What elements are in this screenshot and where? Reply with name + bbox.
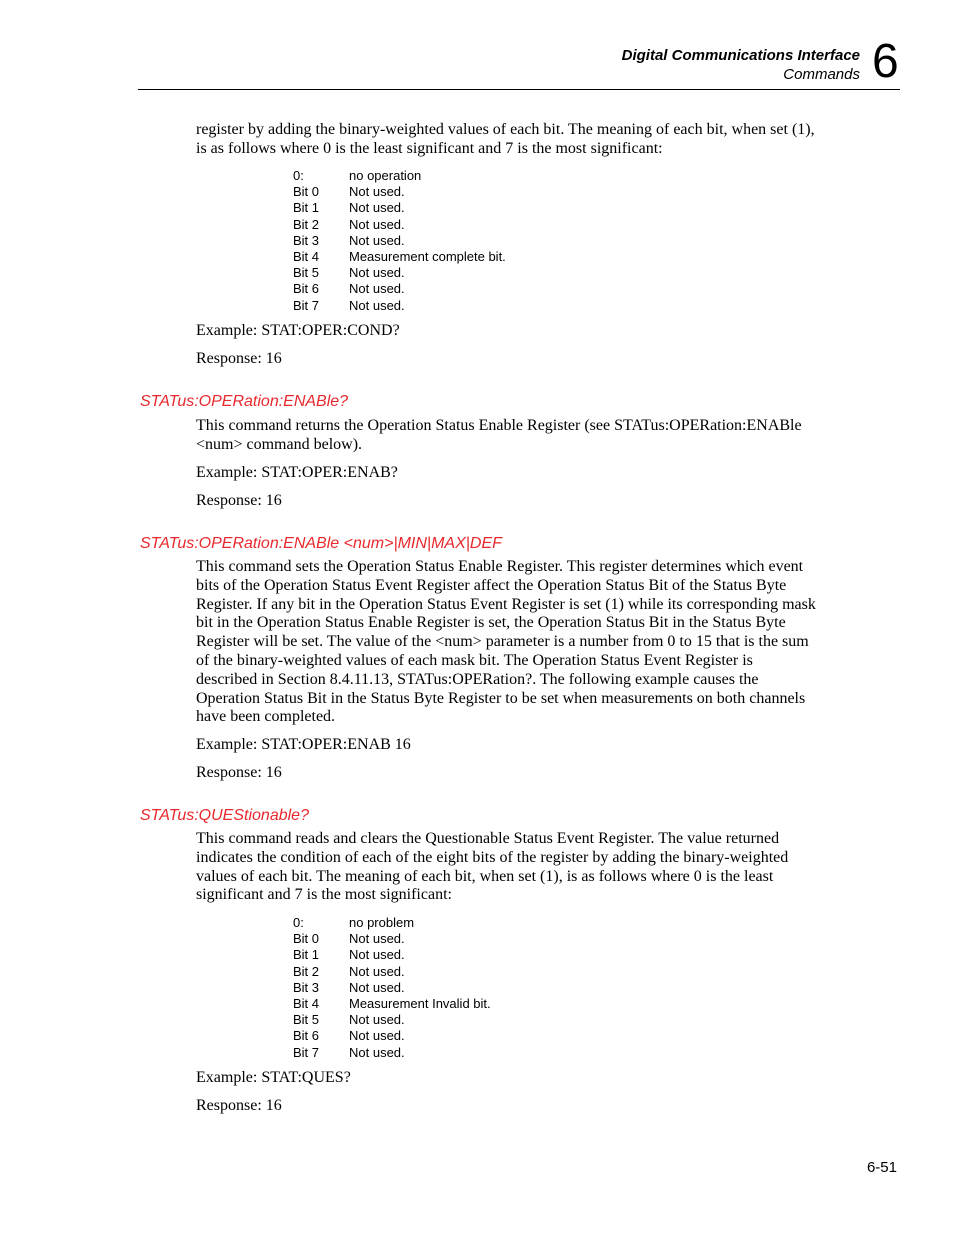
bit-key: Bit 5 — [293, 265, 320, 281]
bit-row — [293, 281, 506, 297]
bit-key: Bit 0 — [293, 931, 320, 947]
bit-desc: Not used. — [349, 184, 405, 200]
bit-key: Bit 1 — [293, 947, 320, 963]
bit-row — [293, 996, 491, 1012]
section-heading: STATus:OPERation:ENABle? — [140, 393, 349, 410]
section-paragraph: This command returns the Operation Status Enable Register (see STATus:OPERation:ENABle <num> command below). — [196, 417, 802, 453]
bit-row — [293, 265, 506, 281]
intro-paragraph: register by adding the binary-weighted values of each bit. The meaning of each bit, when set (1), is as follows where 0 is the least significant and 7 is the most significant: — [196, 121, 815, 157]
bit-desc: Not used. — [349, 963, 405, 979]
page-number: 6-51 — [866, 1159, 897, 1176]
bit-key: Bit 2 — [293, 963, 320, 979]
bit-desc: no operation — [349, 168, 422, 183]
bit-row — [293, 168, 506, 184]
bit-key: Bit 6 — [293, 1028, 320, 1044]
bit-row — [293, 217, 506, 233]
bit-key: Bit 7 — [293, 297, 320, 313]
bit-row — [293, 200, 506, 216]
bit-desc: Not used. — [349, 947, 405, 963]
bit-key: Bit 2 — [293, 216, 320, 232]
bit-key: Bit 4 — [293, 995, 320, 1011]
bit-list-questionable — [293, 915, 491, 1061]
bit-desc: Not used. — [349, 931, 405, 947]
response-line: Response: 16 — [196, 492, 282, 509]
section-paragraph: This command reads and clears the Questionable Status Event Register. The value returned indicates the condition of each of the eight bits of the register by adding the binary-weighted values of each bit. The meaning of each bit, when set (1), is as follows where 0 is the least significant and 7 is the most significant: — [196, 830, 789, 904]
bit-row — [293, 1012, 491, 1028]
bit-row — [293, 1028, 491, 1044]
bit-key: Bit 0 — [293, 184, 320, 200]
example-line: Example: STAT:OPER:ENAB 16 — [196, 736, 411, 753]
bit-desc: Not used. — [349, 265, 405, 281]
section-heading: STATus:OPERation:ENABle <num>|MIN|MAX|DEF — [140, 535, 502, 552]
running-header-subtitle: Commands — [783, 66, 860, 83]
example-line: Example: STAT:OPER:ENAB? — [196, 464, 398, 481]
running-header-title: Digital Communications Interface — [621, 47, 860, 64]
bit-desc: Not used. — [349, 216, 405, 232]
bit-row — [293, 915, 491, 931]
bit-desc: Measurement Invalid bit. — [349, 995, 491, 1011]
bit-desc: Not used. — [349, 1012, 405, 1028]
bit-list-operation — [293, 168, 506, 314]
bit-key: 0: — [293, 915, 304, 930]
bit-key: Bit 4 — [293, 248, 320, 264]
section-heading: STATus:QUEStionable? — [140, 807, 309, 824]
bit-desc: Not used. — [349, 1028, 405, 1044]
bit-row — [293, 931, 491, 947]
bit-row — [293, 980, 491, 996]
bit-row — [293, 233, 506, 249]
bit-key: Bit 5 — [293, 1012, 320, 1028]
bit-desc: Measurement complete bit. — [349, 248, 506, 264]
bit-desc: Not used. — [349, 232, 405, 248]
bit-desc: Not used. — [349, 297, 405, 313]
bit-key: Bit 6 — [293, 281, 320, 297]
header-rule — [138, 89, 900, 90]
section-paragraph: This command sets the Operation Status Enable Register. This register determines which event bits of the Operation Status Event Register affect the Operation Status Bit of the Status Byte Register. If any bit in the Operation Status Event Register is set (1) while its corresponding mask bit in the Operation Status Enable Register is set, the Operation Status Bit in the Status Byte Register will be set. The value of the <num> parameter is a number from 0 to 15 that is the sum of the binary-weighted values of each mask bit. The Operation Status Event Register is described in Section 8.4.11.13, STATus:OPERation?. The following example causes the Operation Status Bit in the Status Byte Register to be set when measurements on both channels have been completed. — [196, 558, 816, 726]
bit-row — [293, 184, 506, 200]
example-line: Example: STAT:OPER:COND? — [196, 322, 400, 339]
bit-desc: no problem — [349, 915, 415, 930]
bit-desc: Not used. — [349, 200, 405, 216]
response-line: Response: 16 — [196, 350, 282, 367]
bit-row — [293, 964, 491, 980]
chapter-number: 6 — [872, 35, 899, 88]
bit-row — [293, 298, 506, 314]
bit-key: 0: — [293, 168, 304, 183]
bit-key: Bit 7 — [293, 1044, 320, 1060]
bit-row — [293, 249, 506, 265]
bit-key: Bit 1 — [293, 200, 320, 216]
bit-key: Bit 3 — [293, 232, 320, 248]
bit-desc: Not used. — [349, 1044, 405, 1060]
bit-desc: Not used. — [349, 281, 405, 297]
response-line: Response: 16 — [196, 1097, 282, 1114]
response-line: Response: 16 — [196, 764, 282, 781]
bit-row — [293, 1045, 491, 1061]
bit-key: Bit 3 — [293, 979, 320, 995]
bit-desc: Not used. — [349, 979, 405, 995]
example-line: Example: STAT:QUES? — [196, 1069, 351, 1086]
bit-row — [293, 947, 491, 963]
